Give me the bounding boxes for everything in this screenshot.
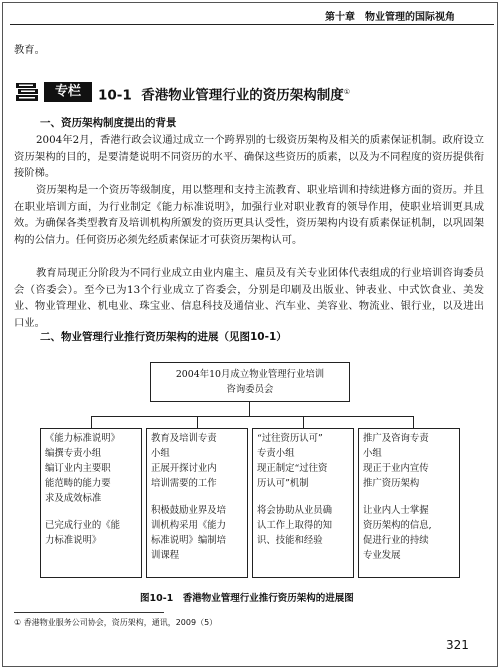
intro-fragment: 教育。	[14, 44, 45, 56]
diagram-box-line: 教育及培训专责	[151, 433, 217, 444]
diagram-box-line: 现正于业内宣传	[363, 463, 429, 474]
running-header: 第十章 物业管理的国际视角	[325, 12, 455, 23]
diagram-branch-bar	[91, 416, 414, 417]
diagram-box-line: 现正制定“过往资	[257, 463, 328, 474]
diagram-box-line: 让业内人士掌握	[363, 505, 429, 516]
figure-caption: 图10-1 香港物业管理行业推行资历架构的进展图	[140, 593, 354, 604]
diagram-box-line: 将会协助从业员确	[257, 505, 333, 516]
diagram-group-box-3	[252, 428, 354, 578]
diagram-box-line: 编订业内主要职	[45, 463, 111, 474]
section-2-title: 二、物业管理行业推行资历架构的进展（见图10-1）	[40, 331, 287, 343]
diagram-box-line: 积极鼓励业界及培	[151, 505, 227, 516]
diagram-box-line: 认工作上取得的知	[257, 520, 333, 531]
diagram-box-line: 识、技能和经验	[257, 535, 323, 546]
diagram-box-line: 历认可”机制	[257, 478, 309, 489]
diagram-box-line: 编撰专责小组	[45, 448, 102, 459]
diagram-box-line: “过往资历认可”	[257, 433, 323, 444]
feature-label: 专栏	[44, 82, 92, 102]
diagram-box-line: 推广资历架构	[363, 478, 420, 489]
header-rule	[10, 24, 494, 25]
books-icon	[14, 80, 44, 104]
diagram-box-line: 专业发展	[363, 550, 401, 561]
diagram-branch-4	[413, 416, 414, 428]
diagram-box-line: 正展开探讨业内	[151, 463, 217, 474]
diagram-stem	[249, 402, 250, 416]
diagram-box-line	[151, 491, 243, 503]
diagram-box-line: 培训需要的工作	[151, 478, 217, 489]
diagram-top-box	[150, 362, 350, 402]
diagram-box-line	[363, 491, 455, 503]
diagram-box-line: 求及成效标准	[45, 493, 102, 504]
footnote-rule	[14, 612, 164, 613]
diagram-branch-3	[303, 416, 304, 428]
page-number: 321	[446, 638, 469, 652]
diagram-group-box-2	[146, 428, 248, 578]
diagram-top-line-2: 咨询委员会	[226, 384, 274, 395]
diagram-branch-1	[91, 416, 92, 428]
diagram-box-line	[257, 491, 349, 503]
section-1-paragraph-1: 2004年2月，香港行政会议通过成立一个跨界别的七级资历架构及相关的质素保证机制。政府设立资历架构的目的，是要清楚说明不同资历的水平、确保这些资历的质素，以及为不同程度的资历提供衔接阶梯。	[14, 134, 484, 179]
diagram-top-line-1: 2004年10月成立物业管理行业培训	[175, 369, 325, 380]
diagram-box-line: 已完成行业的《能	[45, 520, 121, 531]
diagram-group-box-4	[358, 428, 460, 578]
diagram-box-line: 资历架构的信息,	[363, 520, 432, 531]
diagram-box-line: 小组	[151, 448, 170, 459]
diagram-box-line: 训机构采用《能力	[151, 520, 227, 531]
diagram-box-line: 专责小组	[257, 448, 295, 459]
diagram-box-line: 训课程	[151, 550, 180, 561]
diagram-box-line: 力标准说明》	[45, 535, 102, 546]
diagram-group-box-1	[40, 428, 142, 578]
diagram-box-line: 能范畴的能力要	[45, 478, 111, 489]
diagram-box-line: 促进行业的持续	[363, 535, 429, 546]
diagram-box-line: 推广及咨询专责	[363, 433, 429, 444]
diagram-box-line	[45, 506, 137, 518]
diagram-box-line: 《能力标准说明》	[45, 433, 121, 444]
section-1-paragraph-3: 教育局现正分阶段为不同行业成立由业内雇主、雇员及有关专业团体代表组成的行业培训咨询委员会（咨委会）。至今已为13个行业成立了咨委会，分别是印刷及出版业、钟表业、中式饮食业、美发业、物业管理业、机电业、珠宝业、信息科技及通信业、汽车业、美容业、物流业、银行业，以及进出口业。	[14, 267, 484, 329]
diagram-box-line: 小组	[363, 448, 382, 459]
footnote: ① 香港物业服务公司协会，资历架构，通讯，2009（5）	[14, 618, 218, 627]
diagram-branch-2	[197, 416, 198, 428]
section-1-paragraph-2: 资历架构是一个资历等级制度，用以整理和支持主流教育、职业培训和持续进修方面的资历。并且在职业培训方面，为行业制定《能力标准说明》，加强行业对职业教育的领导作用，使职业培训更具成效。为确保各类型教育及培训机构所颁发的资历更具认受性，资历架构内设有质素保证机制，以巩固架构的公信力。任何资历必须先经质素保证才可获资历架构认可。	[14, 184, 484, 246]
feature-banner	[14, 80, 374, 104]
diagram-box-line: 标准说明》编制培	[151, 535, 227, 546]
feature-title: 10-1 香港物业管理行业的资历架构制度①	[98, 87, 350, 104]
section-1-title: 一、资历架构制度提出的背景	[40, 117, 177, 129]
